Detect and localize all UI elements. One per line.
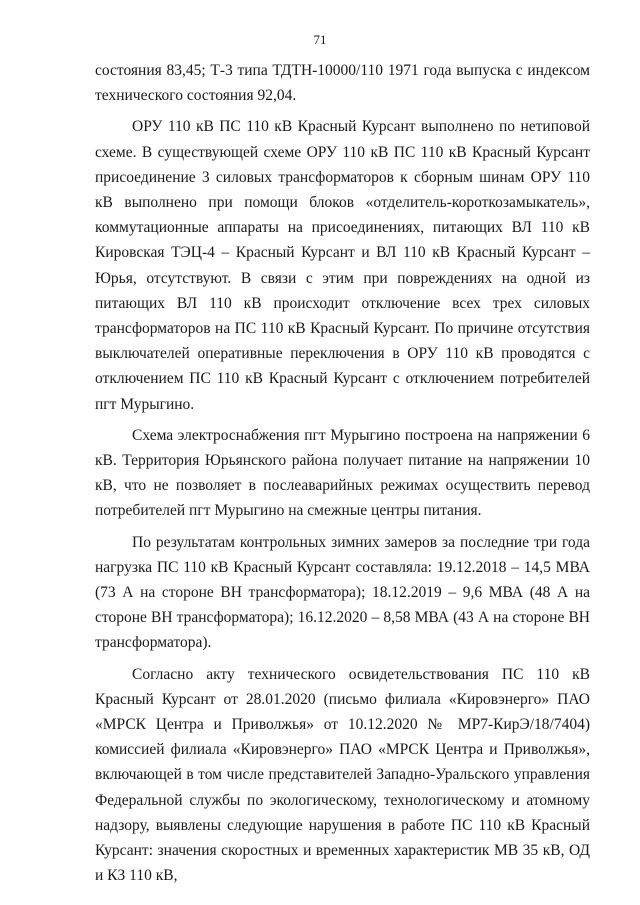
paragraph-continuation: состояния 83,45; Т-3 типа ТДТН-10000/110 1971 года выпуска с индексом технического состояния 92,04. (95, 62, 590, 105)
paragraph-winter-measurements: По результатам контрольных зимних замеров за последние три года нагрузка ПС 110 кВ Красный Курсант составляла: 19.12.2018 – 14,5 МВА (73 А на стороне ВН трансформатора); 18.12.2019 – 9,6 МВА (48 А на стороне ВН трансформатора); 16.12.2020 – 8,58 МВА (43 А на стороне ВН трансформатора). (95, 533, 590, 652)
document-body (95, 58, 590, 895)
paragraph-power-supply: Схема электроснабжения пгт Мурыгино построена на напряжении 6 кВ. Территория Юрьянского района получает питание на напряжении 10 кВ, что не позволяет в послеаварийных режимах осуществить перевод потребителей пгт Мурыгино на смежные центры питания. (95, 426, 590, 520)
paragraph-oru-scheme: ОРУ 110 кВ ПС 110 кВ Красный Курсант выполнено по нетиповой схеме. В существующей схеме ОРУ 110 кВ ПС 110 кВ Красный Курсант присоединение 3 силовых трансформаторов к сборным шинам ОРУ 110 кВ выполнено при помощи блоков «отделитель-короткозамыкатель», коммутационные аппараты на присоединениях, питающих ВЛ 110 кВ Кировская ТЭЦ-4 – Красный Курсант и ВЛ 110 кВ Красный Курсант – Юрья, отсутствуют. В связи с этим при повреждениях на одной из питающих ВЛ 110 кВ происходит отключение всех трех силовых трансформаторов на ПС 110 кВ Красный Курсант. По причине отсутствия выключателей оперативные переключения в ОРУ 110 кВ проводятся с отключением ПС 110 кВ Красный Курсант с отключением потребителей пгт Мурыгино. (95, 118, 590, 413)
page-number: 71 (313, 32, 327, 47)
paragraph-inspection-act: Согласно акту технического освидетельствования ПС 110 кВ Красный Курсант от 28.01.2020 (письмо филиала «Кировэнерго» ПАО «МРСК Центра и Приволжья» от 10.12.2020 № МР7-КирЭ/18/7404) комиссией филиала «Кировэнерго» ПАО «МРСК Центра и Приволжья», включающей в том числе представителей Западно-Уральского управления Федеральной службы по экологическому, технологическому и атомному надзору, выявлены следующие нарушения в работе ПС 110 кВ Красный Курсант: значения скоростных и временных характеристик МВ 35 кВ, ОД и КЗ 110 кВ, (95, 665, 590, 885)
